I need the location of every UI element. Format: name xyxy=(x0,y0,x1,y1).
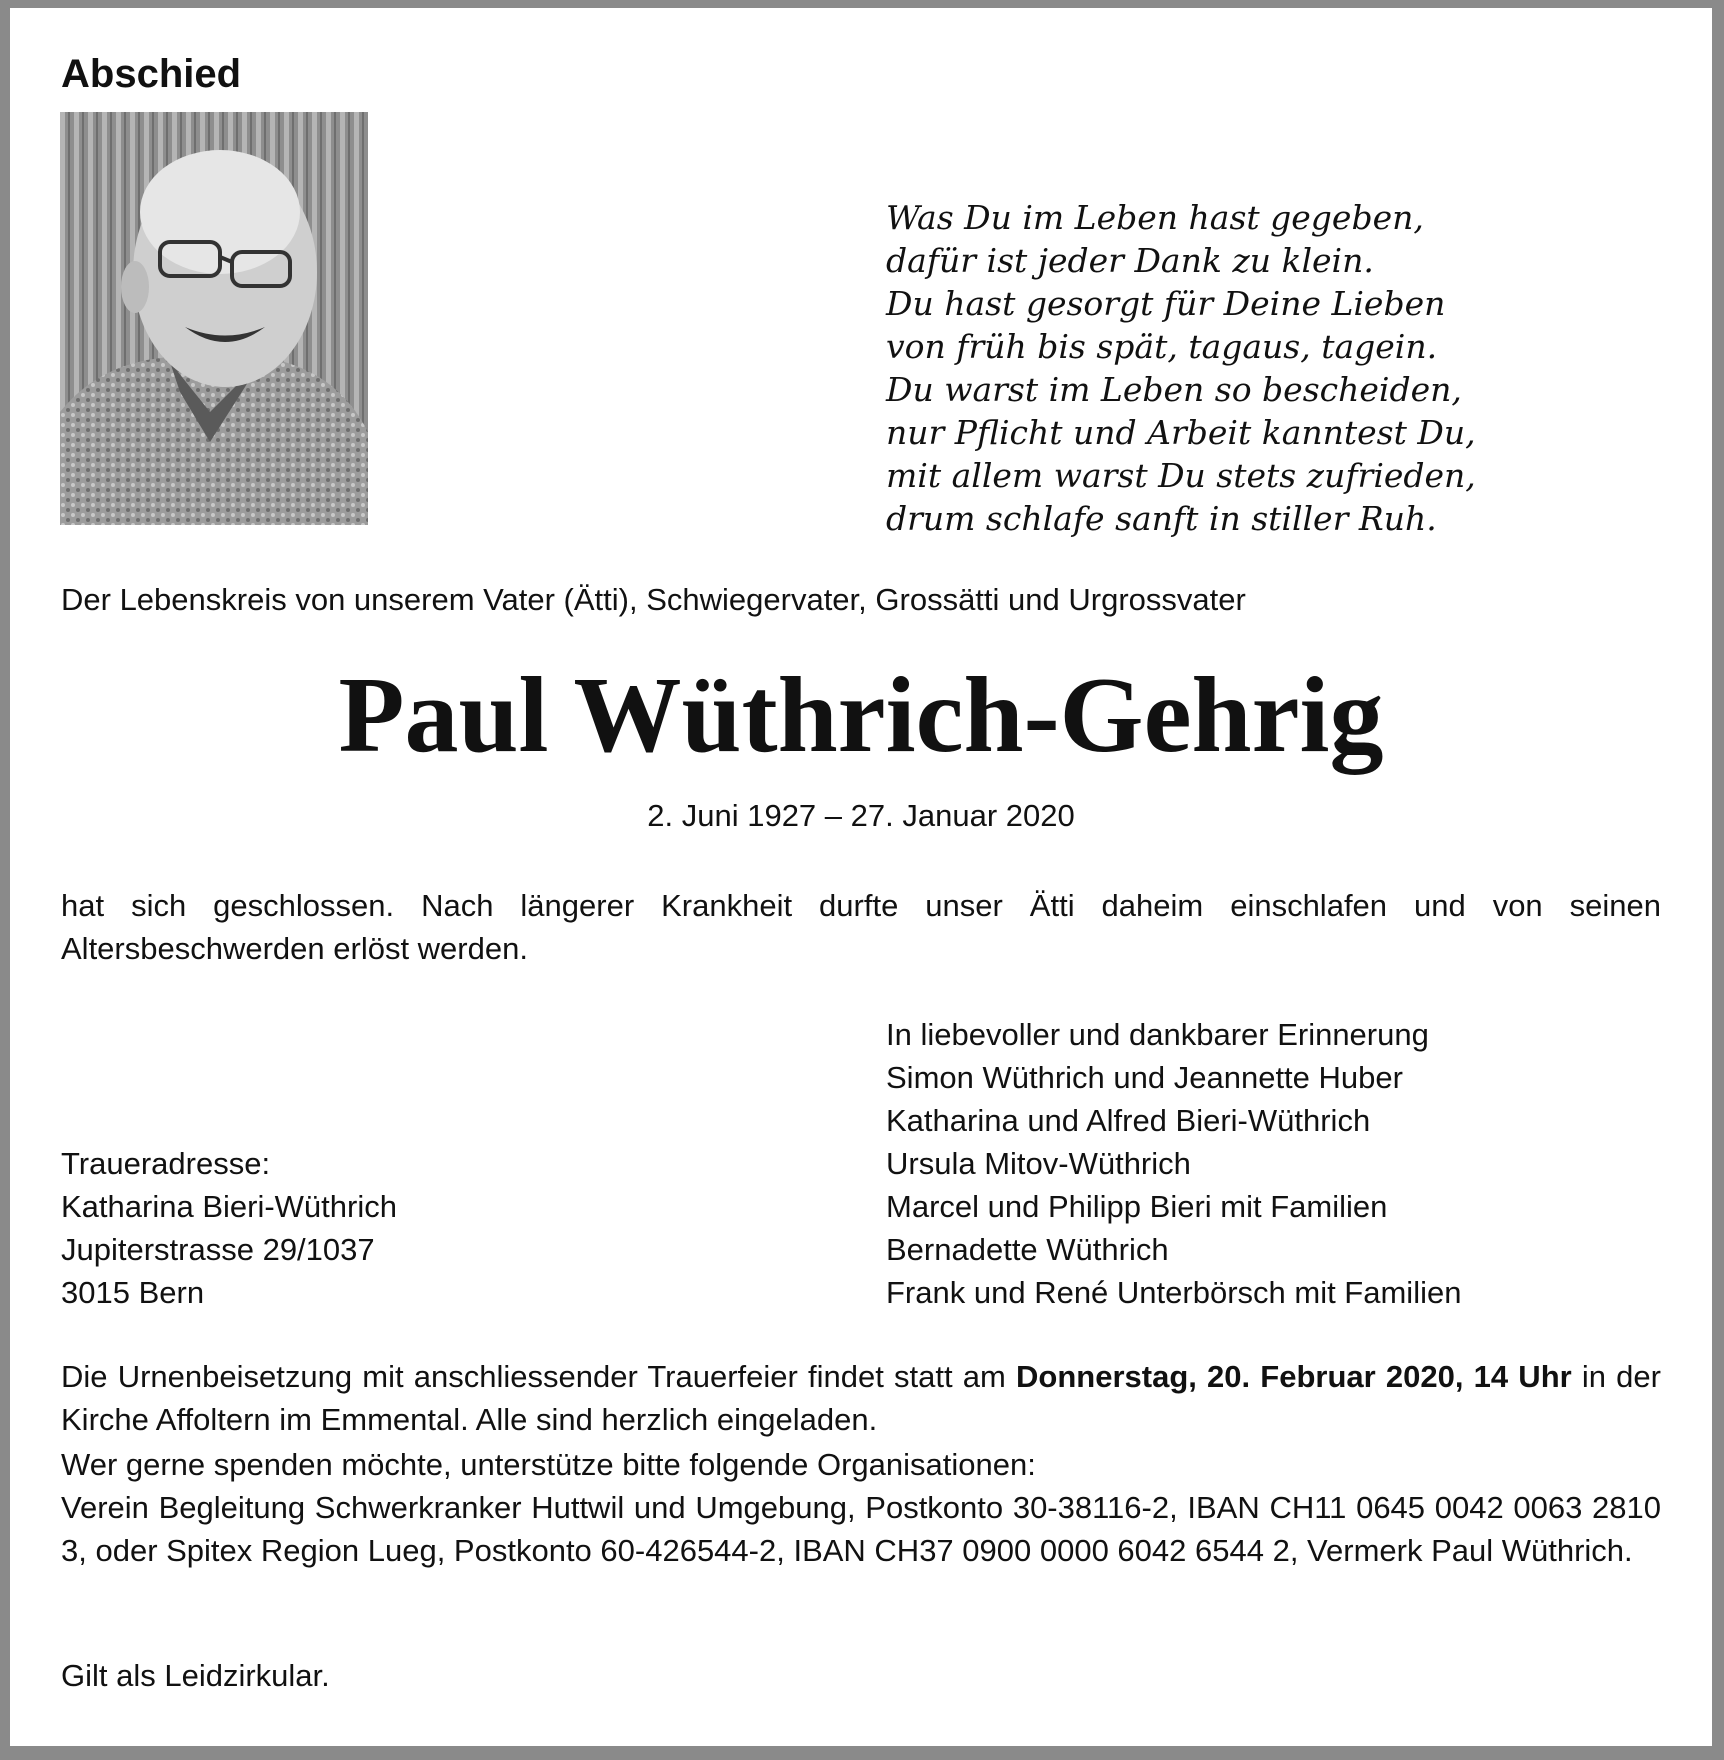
mourners-intro: In liebevoller und dankbarer Erinnerung xyxy=(886,1017,1429,1052)
mourner-entry: Marcel und Philipp Bieri mit Familien xyxy=(886,1189,1388,1224)
donation-intro: Wer gerne spenden möchte, unterstütze bitte folgende Organisationen: xyxy=(61,1447,1036,1482)
intro-text: Der Lebenskreis von unserem Vater (Ätti), Schwiegervater, Grossätti und Urgrossvater xyxy=(61,582,1246,617)
poem-line: Du warst im Leben so bescheiden, xyxy=(886,370,1462,409)
address-street: Jupiterstrasse 29/1037 xyxy=(61,1232,375,1267)
mourner-entry: Katharina und Alfred Bieri-Wüthrich xyxy=(886,1103,1371,1138)
circular-note: Gilt als Leidzirkular. xyxy=(61,1658,330,1693)
poem-line: dafür ist jeder Dank zu klein. xyxy=(886,241,1374,280)
announcement-text: hat sich geschlossen. Nach längerer Krankheit durfte unser Ätti daheim einschlafen und von seinen Altersbeschwerden erlöst werden. xyxy=(61,888,1661,966)
mourners-list xyxy=(886,1013,1461,1314)
deceased-name: Paul Wüthrich-Gehrig xyxy=(338,656,1384,775)
poem-line: von früh bis spät, tagaus, tagein. xyxy=(886,327,1438,366)
poem-line: nur Pflicht und Arbeit kanntest Du, xyxy=(886,413,1476,452)
mourning-address xyxy=(61,1142,397,1314)
address-name: Katharina Bieri-Wüthrich xyxy=(61,1189,397,1224)
mourner-entry: Bernadette Wüthrich xyxy=(886,1232,1169,1267)
mourner-entry: Frank und René Unterbörsch mit Familien xyxy=(886,1275,1462,1310)
address-label: Traueradresse: xyxy=(61,1146,271,1181)
poem-line: mit allem warst Du stets zufrieden, xyxy=(886,456,1476,495)
obituary-page xyxy=(10,8,1712,1746)
portrait-photo xyxy=(60,112,368,525)
poem-line: Du hast gesorgt für Deine Lieben xyxy=(886,284,1446,323)
donation-info xyxy=(61,1443,1661,1572)
ceremony-date: Donnerstag, 20. Februar 2020, 14 Uhr xyxy=(1016,1359,1572,1394)
ceremony-info xyxy=(61,1355,1661,1441)
life-dates: 2. Juni 1927 – 27. Januar 2020 xyxy=(647,798,1075,833)
ceremony-text: Die Urnenbeisetzung mit anschliessender Trauerfeier findet statt am xyxy=(61,1359,1017,1394)
mourner-entry: Ursula Mitov-Wüthrich xyxy=(886,1146,1191,1181)
mourner-entry: Simon Wüthrich und Jeannette Huber xyxy=(886,1060,1403,1095)
donation-details: Verein Begleitung Schwerkranker Huttwil und Umgebung, Postkonto 30-38116-2, IBAN CH11 0645 0042 0063 2810 3, oder Spitex Region Lueg, Postkonto 60-426544-2, IBAN CH37 0900 0000 6042 6544 2, Vermerk Paul Wüthrich. xyxy=(61,1490,1661,1568)
address-city: 3015 Bern xyxy=(61,1275,205,1310)
heading: Abschied xyxy=(61,52,242,96)
poem-line: Was Du im Leben hast gegeben, xyxy=(886,198,1424,237)
ceremony-location: in der Kirche Affoltern im Emmental. Alle sind herzlich eingeladen. xyxy=(61,1359,1661,1437)
poem xyxy=(886,196,1476,540)
poem-line: drum schlafe sanft in stiller Ruh. xyxy=(886,499,1437,538)
